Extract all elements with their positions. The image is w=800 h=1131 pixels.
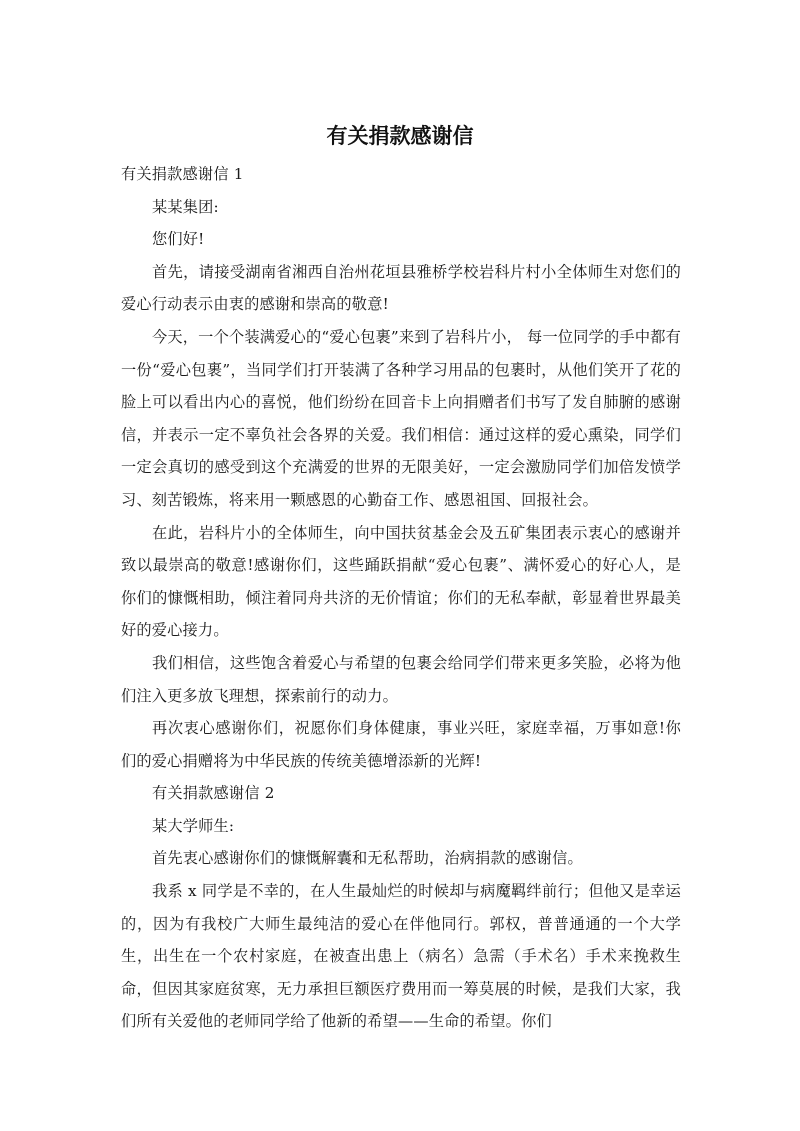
paragraph: 首先，请接受湖南省湘西自治州花垣县雅桥学校岩科片村小全体师生对您们的爱心行动表示由衷的感谢和崇高的敬意! [121,262,681,314]
section-heading-2: 有关捐款感谢信 2 [152,784,275,803]
paragraph: 在此，岩科片小的全体师生，向中国扶贫基金会及五矿集团表示衷心的感谢并致以最崇高的敬意!感谢你们，这些踊跃捐献“爱心包裹”、满怀爱心的好心人，是你们的慷慨相助，倾注着同舟共济的无价情谊；你们的无私奉献，彰显着世界最美好的爱心接力。 [121,523,681,640]
salutation-recipient: 某某集团: [152,197,219,216]
salutation-greeting: 您们好! [152,230,205,249]
paragraph: 再次衷心感谢你们，祝愿你们身体健康，事业兴旺，家庭幸福，万事如意!你们的爱心捐赠将为中华民族的传统美德增添新的光辉! [121,719,681,770]
document-title: 有关捐款感谢信 [326,124,474,148]
paragraph: 我系 x 同学是不幸的，在人生最灿烂的时候却与病魔羁绊前行；但他又是幸运的，因为有我校广大师生最纯洁的爱心在伴他同行。郭权，普普通通的一个大学生，出生在一个农村家庭，在被查出患上（病名）急需（手术名）手术来挽救生命，但因其家庭贫寒，无力承担巨额医疗费用而一筹莫展的时候，是我们大家，我们所有关爱他的老师同学给了他新的希望——生命的希望。你们 [121,882,681,1031]
paragraph: 今天，一个个装满爱心的“爱心包裹”来到了岩科片小， 每一位同学的手中都有一份“爱心包裹”，当同学们打开装满了各种学习用品的包裹时，从他们笑开了花的脸上可以看出内心的喜悦，他们纷纷在回音卡上向捐赠者们书写了发自肺腑的感谢信，并表示一定不辜负社会各界的关爱。我们相信：通过这样的爱心熏染，同学们一定会真切的感受到这个充满爱的世界的无限美好，一定会激励同学们加倍发愤学习、刻苦锻炼，将来用一颗感恩的心勤奋工作、感恩祖国、回报社会。 [121,327,681,509]
document-body [121,158,681,1038]
paragraph: 我们相信，这些饱含着爱心与希望的包裹会给同学们带来更多笑脸，必将为他们注入更多放飞理想，探索前行的动力。 [121,653,681,705]
salutation-recipient-2: 某大学师生: [152,816,235,835]
section-heading-1: 有关捐款感谢信 1 [121,165,244,183]
paragraph: 首先衷心感谢你们的慷慨解囊和无私帮助，治病捐款的感谢信。 [152,849,583,868]
